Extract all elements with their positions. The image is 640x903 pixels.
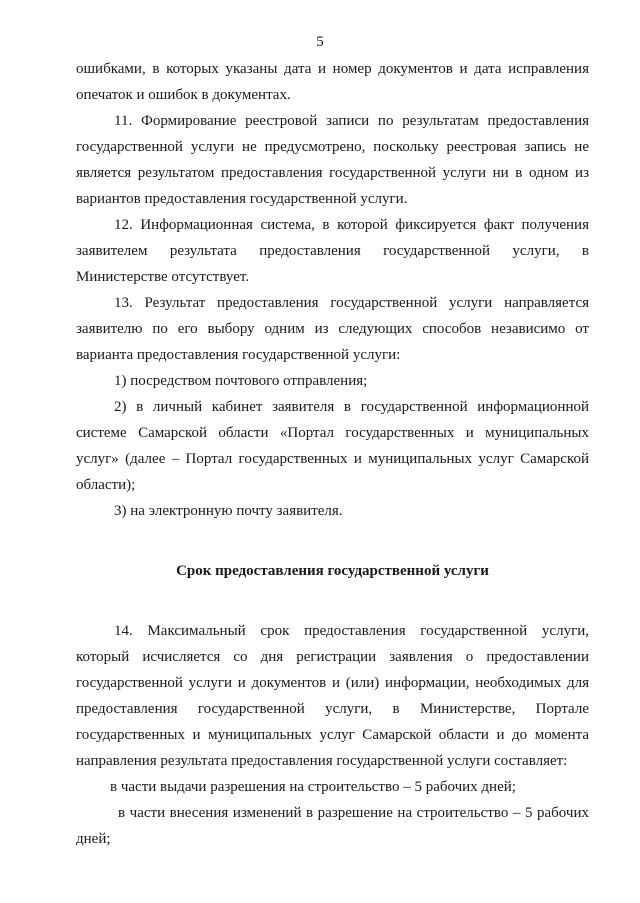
text-line: 14. Максимальный срок предоставления государственной услуги, xyxy=(114,623,589,639)
text-line: 2) в личный кабинет заявителя в государственной информационной xyxy=(114,399,589,415)
text-line: направления результата предоставления государственной услуги составляет: xyxy=(76,753,568,769)
text-line: услуг» (далее – Портал государственных и муниципальных услуг Самарской xyxy=(76,451,589,467)
list-item-2 xyxy=(76,394,589,498)
text-line: Министерстве отсутствует. xyxy=(76,269,250,285)
document-body xyxy=(76,56,589,852)
text-line: заявителю по его выбору одним из следующих способов независимо от xyxy=(76,321,589,337)
paragraph-13 xyxy=(76,290,589,368)
list-item-1 xyxy=(76,368,589,394)
text-line: который исчисляется со дня регистрации заявления о предоставлении xyxy=(76,649,589,665)
spacer xyxy=(76,550,589,558)
text-line: 12. Информационная система, в которой фиксируется факт получения xyxy=(114,217,589,233)
term-issuance xyxy=(76,774,589,800)
page-number: 5 xyxy=(316,34,324,50)
term-amendments xyxy=(76,800,589,852)
text-line: дней; xyxy=(76,831,111,847)
section-heading: Срок предоставления государственной услуги xyxy=(176,563,489,579)
text-line: системе Самарской области «Портал государственных и муниципальных xyxy=(76,425,589,441)
text-line: варианта предоставления государственной услуги: xyxy=(76,347,401,363)
text-line: опечаток и ошибок в документах. xyxy=(76,87,291,103)
text-line: вариантов предоставления государственной услуги. xyxy=(76,191,408,207)
text-line: заявителем результата предоставления государственной услуги, в xyxy=(76,243,589,259)
text-line: 3) на электронную почту заявителя. xyxy=(114,503,343,519)
text-line: является результатом предоставления государственной услуги ни в одном из xyxy=(76,165,589,181)
list-item-3 xyxy=(76,498,589,524)
text-line: государственных и муниципальных услуг Самарской области и до момента xyxy=(76,727,589,743)
text-line: в части внесения изменений в разрешение на строительство – 5 рабочих xyxy=(118,805,589,821)
text-line: предоставления государственной услуги, в Министерстве, Портале xyxy=(76,701,589,717)
text-line: 1) посредством почтового отправления; xyxy=(114,373,368,389)
spacer xyxy=(76,584,589,610)
paragraph xyxy=(76,56,589,108)
text-line: государственной услуги не предусмотрено, поскольку реестровая запись не xyxy=(76,139,589,155)
text-line: государственной услуги и документов и (или) информации, необходимых для xyxy=(76,675,589,691)
text-line: 11. Формирование реестровой записи по результатам предоставления xyxy=(114,113,589,129)
paragraph-11 xyxy=(76,108,589,212)
paragraph-12 xyxy=(76,212,589,290)
text-line: ошибками, в которых указаны дата и номер документов и дата исправления xyxy=(76,61,589,77)
spacer xyxy=(76,610,589,618)
text-line: в части выдачи разрешения на строительство – 5 рабочих дней; xyxy=(110,779,516,795)
text-line: области); xyxy=(76,477,136,493)
paragraph-14 xyxy=(76,618,589,774)
text-line: 13. Результат предоставления государственной услуги направляется xyxy=(114,295,589,311)
spacer xyxy=(76,524,589,550)
